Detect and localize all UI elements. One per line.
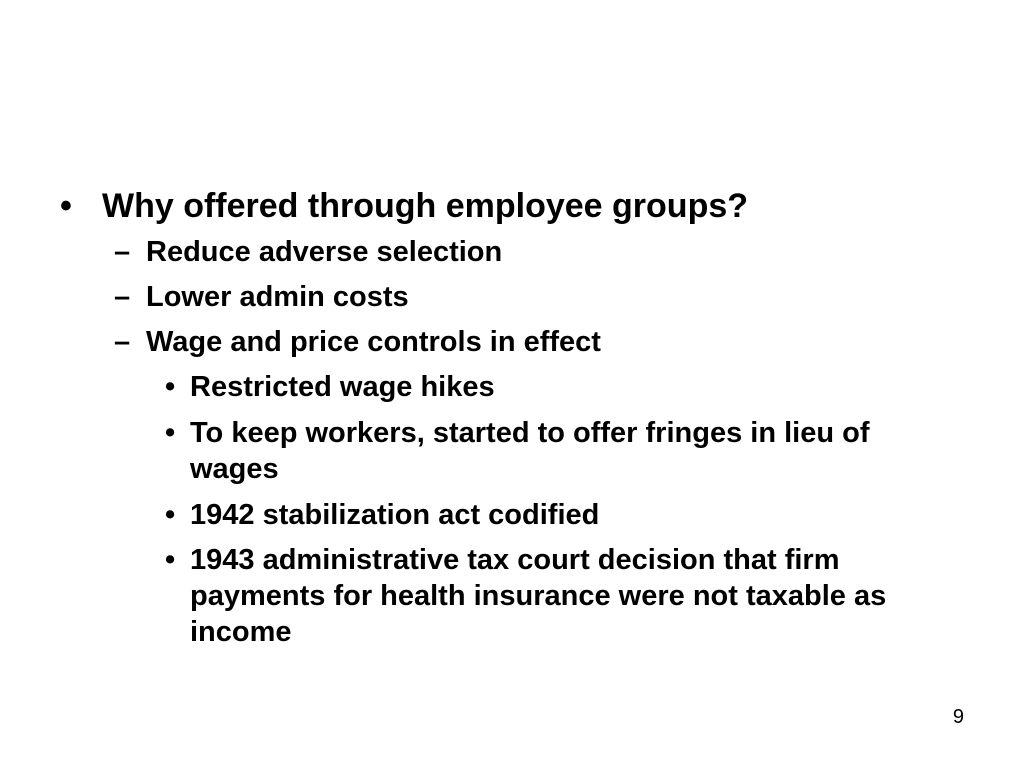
bullet-glyph: • xyxy=(165,417,176,449)
sub-bullet-text: Wage and price controls in effect xyxy=(146,326,601,358)
sub-sub-bullet-text: To keep workers, started to offer fringes in lieu of wages xyxy=(190,417,870,485)
sub-sub-bullet-text: 1943 administrative tax court decision that firm payments for health insurance were not taxable as income xyxy=(190,544,887,648)
bullet-glyph: • xyxy=(165,499,176,531)
dash-glyph: – xyxy=(114,326,131,358)
page-number: 9 xyxy=(952,706,964,728)
dash-glyph: – xyxy=(114,236,131,268)
bullet-main-text: Why offered through employee groups? xyxy=(102,187,749,225)
bullet-glyph: • xyxy=(165,371,176,403)
sub-bullet-text: Lower admin costs xyxy=(146,281,409,313)
sub-bullet-text: Reduce adverse selection xyxy=(146,236,503,268)
bullet-glyph: • xyxy=(165,544,176,576)
sub-sub-bullet-text: 1942 stabilization act codified xyxy=(190,499,600,531)
dash-glyph: – xyxy=(114,281,131,313)
sub-sub-bullet-text: Restricted wage hikes xyxy=(190,371,495,403)
bullet-glyph: • xyxy=(60,187,72,225)
